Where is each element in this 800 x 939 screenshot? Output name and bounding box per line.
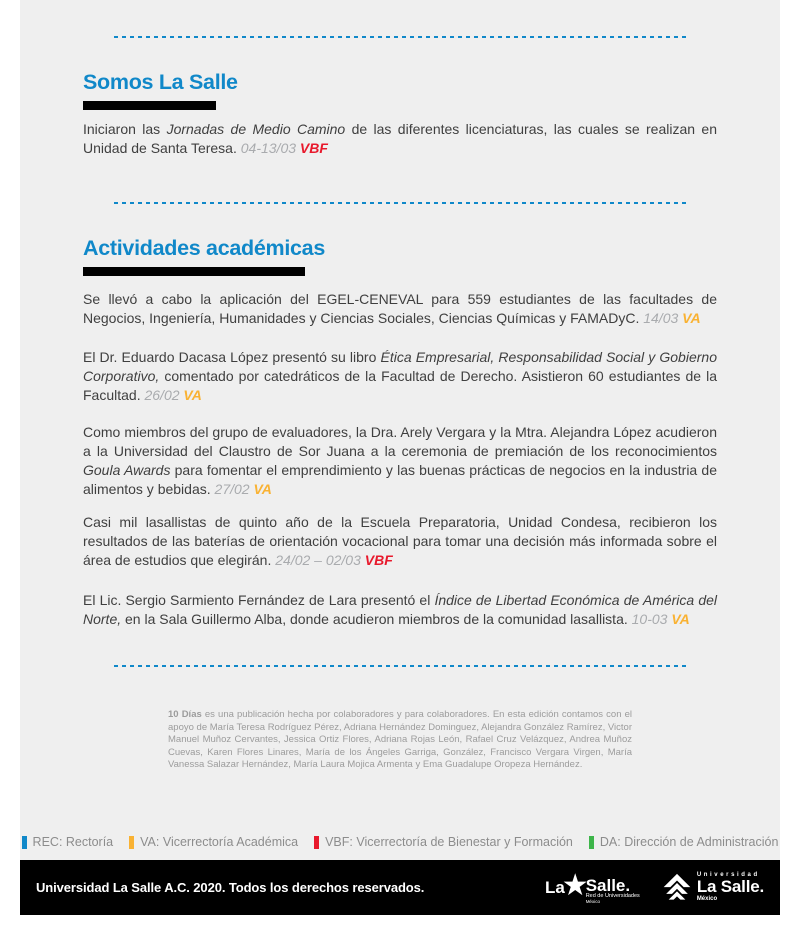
news-entry: [83, 513, 717, 570]
legend-color-swatch-rec: [22, 836, 27, 849]
title-underline-bar: [83, 267, 305, 276]
entry-tag-va: VA: [253, 481, 272, 497]
entry-tag-va: VA: [183, 387, 202, 403]
entry-italic-text: Ética Empresarial, Responsabilidad Social y Gobierno Corporativo,: [83, 349, 717, 384]
entry-tag-vbf: VBF: [364, 552, 393, 568]
dotted-divider-bottom: [114, 665, 686, 667]
legend-label: VA: Vicerrectoría Académica: [140, 835, 299, 849]
university-logo-main: La Salle.: [696, 877, 764, 896]
entry-text: Se llevó a cabo la aplicación del EGEL-CENEVAL para 559 estudiantes de las facultades de Negocios, Ingeniería, Humanidades y Ciencias Sociales, Ciencias Químicas y FAMADyC.: [83, 291, 717, 326]
entry-text: en la Sala Guillermo Alba, donde acudieron miembros de la comunidad lasallista.: [121, 611, 632, 627]
entry-date: 27/02: [214, 481, 250, 497]
colophon-text: es una publicación hecha por colaboradores y para colaboradores. En esta edición contamos con el apoyo de María Teresa Rodríguez Pérez, Adriana Hernández Dominguez, Alejandra González Ramírez, Victor Manuel Muñoz Cervantes, Jessica Ortiz Flores, Adriana Rojas León, Rafael Cruz Velázquez, Andrea Muñoz Cuevas, Karen Flores Linares, María de los Ángeles Garriga, González, Francisco Vergara Virgen, María Vanessa Salazar Hernández, María Laura Mojica Armenta y Ema Guadalupe Oropeza Hernández.: [168, 709, 633, 771]
entry-tag-va: VA: [682, 310, 701, 326]
entry-text: comentado por catedráticos de la Facultad de Derecho. Asistieron 60 estudiantes de la Facultad.: [83, 368, 717, 403]
network-logo-text: [586, 871, 640, 904]
colophon-publication-name: 10 Días: [168, 709, 202, 720]
entry-text: para fomentar el emprendimiento y las buenas prácticas de negocios en la industria de alimentos y bebidas.: [83, 462, 717, 497]
footer: [20, 860, 780, 915]
entry-date: 04-13/03: [240, 140, 297, 156]
network-logo-salle: Salle.: [585, 876, 631, 895]
entry-italic-text: Índice de Libertad Económica de América del Norte,: [83, 592, 717, 627]
news-entry: [83, 120, 717, 158]
news-entry: [83, 591, 717, 629]
network-logo-la: La: [544, 878, 565, 897]
legend-item-da: [589, 835, 779, 849]
lasalle-network-logo: [545, 871, 640, 904]
university-logo-top: Universidad: [696, 872, 760, 878]
news-entry: [83, 348, 717, 405]
legend-label: REC: Rectoría: [32, 835, 114, 849]
copyright-text: Universidad La Salle A.C. 2020. Todos los derechos reservados.: [36, 880, 425, 895]
universidad-lasalle-logo: [662, 872, 764, 903]
network-logo-tagline: Red de Universidades: [585, 893, 640, 899]
legend: [20, 835, 780, 849]
chevron-emblem-icon: [662, 873, 692, 903]
entry-text: El Dr. Eduardo Dacasa López presentó su libro: [83, 349, 381, 365]
entry-text: El Lic. Sergio Sarmiento Fernández de Lara presentó el: [83, 592, 435, 608]
title-underline-bar: [83, 101, 216, 110]
section-somos-la-salle: [83, 71, 717, 158]
news-entry: [83, 290, 717, 328]
legend-color-swatch-da: [589, 836, 594, 849]
footer-logos: [545, 871, 764, 904]
section-title-actividades-academicas: Actividades académicas: [83, 236, 325, 260]
entry-date: 24/02 – 02/03: [275, 552, 361, 568]
dotted-divider-top: [114, 36, 686, 38]
entry-text: de las diferentes licenciaturas, las cuales se realizan en Unidad de Santa Teresa.: [83, 121, 717, 156]
legend-color-swatch-va: [129, 836, 134, 849]
entry-italic-text: Jornadas de Medio Camino: [166, 121, 346, 137]
section-title-somos-la-salle: Somos La Salle: [83, 70, 238, 94]
legend-color-swatch-vbf: [314, 836, 319, 849]
star-icon: ★: [561, 869, 589, 902]
network-logo-country: México: [585, 899, 600, 904]
newsletter-card: [20, 0, 780, 915]
news-entry: [83, 423, 717, 499]
entry-tag-va: VA: [671, 611, 690, 627]
entry-text: Iniciaron las: [83, 121, 167, 137]
entry-italic-text: Goula Awards: [83, 462, 171, 478]
entry-date: 10-03: [631, 611, 668, 627]
entry-date: 26/02: [144, 387, 180, 403]
university-logo-country: México: [696, 896, 718, 902]
legend-label: VBF: Vicerrectoría de Bienestar y Formación: [325, 835, 573, 849]
content-column: [20, 237, 780, 629]
content-column: [20, 71, 780, 158]
entry-text: Casi mil lasallistas de quinto año de la Escuela Preparatoria, Unidad Condesa, recibieron los resultados de las baterías de orientación vocacional para tomar una decisión más informada sobre el área de estudios que elegirán.: [83, 514, 717, 568]
entry-tag-vbf: VBF: [299, 140, 328, 156]
legend-item-vbf: [314, 835, 573, 849]
entry-text: Como miembros del grupo de evaluadores, la Dra. Arely Vergara y la Mtra. Alejandra López acudieron a la Universidad del Claustro de Sor Juana a la ceremonia de premiación de los reconocimientos: [83, 424, 717, 459]
dotted-divider-middle: [114, 202, 686, 204]
university-logo-text: [697, 872, 764, 903]
entry-date: 14/03: [643, 310, 679, 326]
legend-item-rec: [22, 835, 114, 849]
legend-item-va: [129, 835, 298, 849]
colophon: [168, 709, 632, 772]
section-actividades-academicas: [83, 237, 717, 629]
legend-label: DA: Dirección de Administración: [599, 835, 779, 849]
